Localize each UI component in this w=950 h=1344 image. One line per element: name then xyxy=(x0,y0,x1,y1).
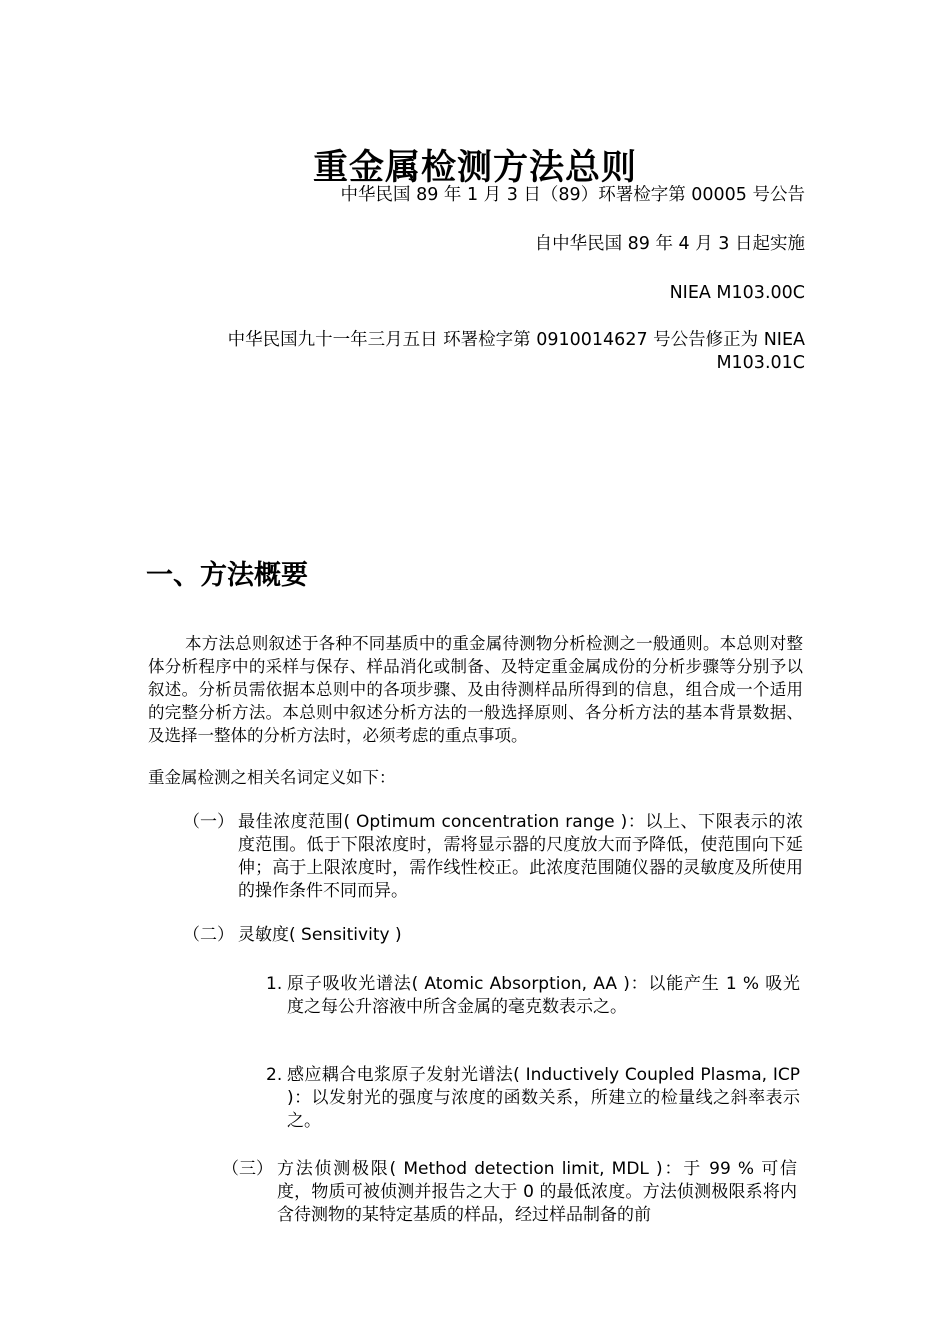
document-title: 重金属检测方法总则 xyxy=(312,147,637,188)
definition-item-1 xyxy=(183,811,803,903)
definition-item-3 xyxy=(222,1158,797,1227)
definition-item-text: 最佳浓度范围( Optimum concentration range )：以上、下限表示的浓度范围。低于下限浓度时，需将显示器的尺度放大而予降低，使范围向下延伸；高于上限浓度时，需作线性校正。此浓度范围随仪器的灵敏度及所使用的操作条件不同而异。 xyxy=(238,812,803,901)
method-code: NIEA M103.00C xyxy=(669,283,805,303)
definition-item-text: 方法侦测极限( Method detection limit, MDL )：于 99 % 可信度，物质可被侦测并报告之大于 0 的最低浓度。方法侦测极限系将内含待测物的某特定基质的样品，经过样品制备的前 xyxy=(277,1159,797,1225)
definition-item-number: （一） xyxy=(183,812,234,832)
announcement-line: 中华民国 89 年 1 月 3 日（89）环署检字第 00005 号公告 xyxy=(340,185,805,205)
definitions-intro: 重金属检测之相关名词定义如下： xyxy=(148,768,396,787)
sensitivity-subitem-icp xyxy=(266,1064,800,1133)
subitem-text: 感应耦合电浆原子发射光谱法( Inductively Coupled Plasma, ICP )：以发射光的强度与浓度的函数关系，所建立的检量线之斜率表示之。 xyxy=(287,1065,800,1131)
sensitivity-subitem-aa xyxy=(266,973,800,1019)
effective-date-line: 自中华民国 89 年 4 月 3 日起实施 xyxy=(534,234,805,254)
section-heading-overview: 一、方法概要 xyxy=(146,560,308,591)
subitem-number: 1. xyxy=(266,974,283,994)
subitem-text: 原子吸收光谱法( Atomic Absorption, AA )：以能产生 1 % 吸光度之每公升溶液中所含金属的毫克数表示之。 xyxy=(287,974,800,1017)
overview-paragraph: 本方法总则叙述于各种不同基质中的重金属待测物分析检测之一般通则。本总则对整体分析程序中的采样与保存、样品消化或制备、及特定重金属成份的分析步骤等分别予以叙述。分析员需依据本总则中的各项步骤、及由待测样品所得到的信息，组合成一个适用的完整分析方法。本总则中叙述分析方法的一般选择原则、各分析方法的基本背景数据、及选择一整体的分析方法时，必须考虑的重点事项。 xyxy=(148,634,803,745)
subitem-number: 2. xyxy=(266,1065,283,1085)
definition-item-number: （二） xyxy=(183,925,234,945)
definition-item-2 xyxy=(183,924,803,947)
amendment-line: 中华民国九十一年三月五日 环署检字第 0910014627 号公告修正为 NIEA M103.01C xyxy=(227,330,805,373)
definition-item-text: 灵敏度( Sensitivity ) xyxy=(238,925,402,945)
definition-item-number: （三） xyxy=(222,1159,273,1179)
